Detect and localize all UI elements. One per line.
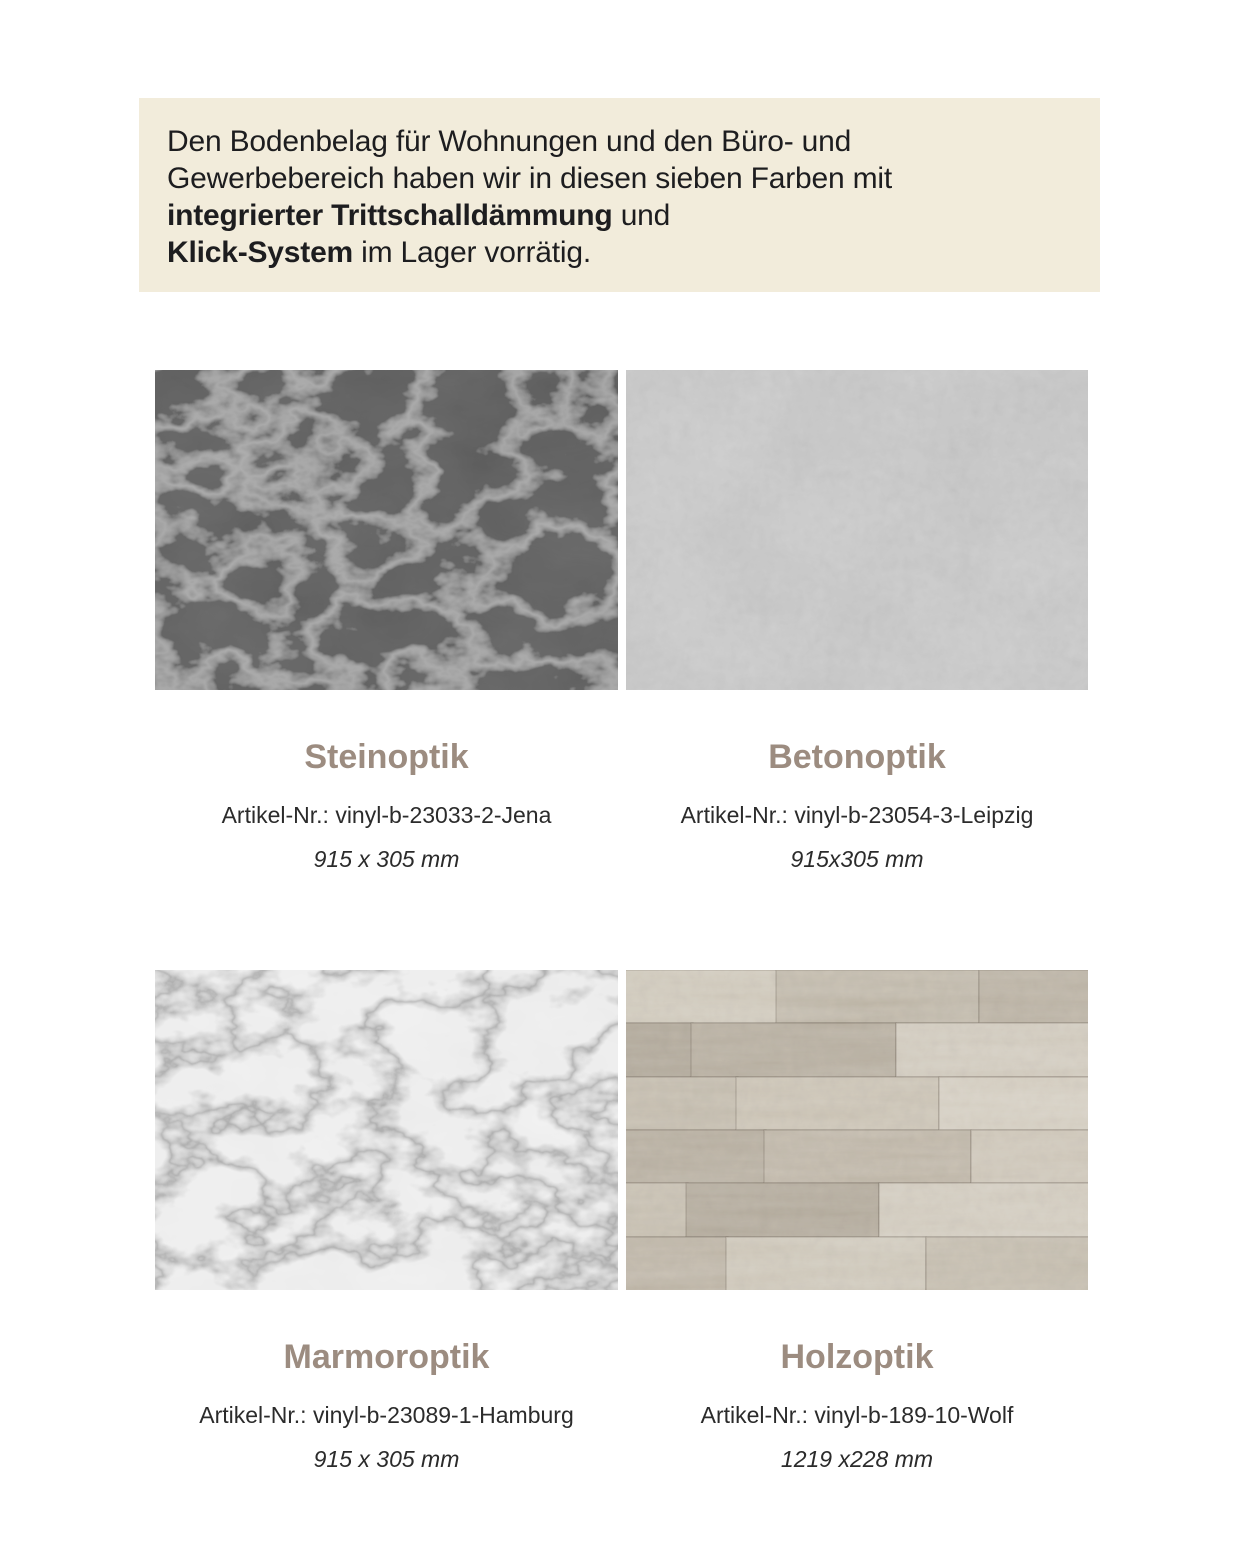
intro-text: Den Bodenbelag für Wohnungen und den Büro- und Gewerbebereich haben wir in diesen sieben Farben mit integrierter Trittschalldämmung und Klick-System im Lager vorrätig. (167, 125, 893, 269)
dark-stone-texture (155, 370, 618, 690)
product-title: Betonoptik (768, 738, 946, 776)
wood-plank-texture (626, 970, 1088, 1290)
product-card-steinoptik (155, 370, 618, 873)
product-image-steinoptik[interactable] (155, 370, 618, 690)
product-grid (155, 370, 1088, 1473)
product-sku: Artikel-Nr.: vinyl-b-189-10-Wolf (700, 1402, 1014, 1428)
product-dimensions: 915 x 305 mm (313, 846, 460, 872)
product-image-marmoroptik[interactable] (155, 970, 618, 1290)
product-image-holzoptik[interactable] (626, 970, 1088, 1290)
product-dimensions: 915 x 305 mm (313, 1446, 460, 1472)
intro-banner (139, 98, 1100, 292)
product-title: Steinoptik (304, 738, 469, 776)
concrete-texture (626, 370, 1088, 690)
product-dimensions: 1219 x228 mm (780, 1446, 934, 1472)
product-card-marmoroptik (155, 970, 618, 1473)
product-card-betonoptik (626, 370, 1088, 873)
product-sku: Artikel-Nr.: vinyl-b-23033-2-Jena (221, 802, 552, 828)
white-marble-texture (155, 970, 618, 1290)
product-image-betonoptik[interactable] (626, 370, 1088, 690)
product-sku: Artikel-Nr.: vinyl-b-23089-1-Hamburg (199, 1402, 574, 1428)
product-title: Holzoptik (780, 1338, 934, 1376)
product-dimensions: 915x305 mm (790, 846, 924, 872)
product-card-holzoptik (626, 970, 1088, 1473)
product-sku: Artikel-Nr.: vinyl-b-23054-3-Leipzig (680, 802, 1034, 828)
product-title: Marmoroptik (283, 1338, 490, 1376)
